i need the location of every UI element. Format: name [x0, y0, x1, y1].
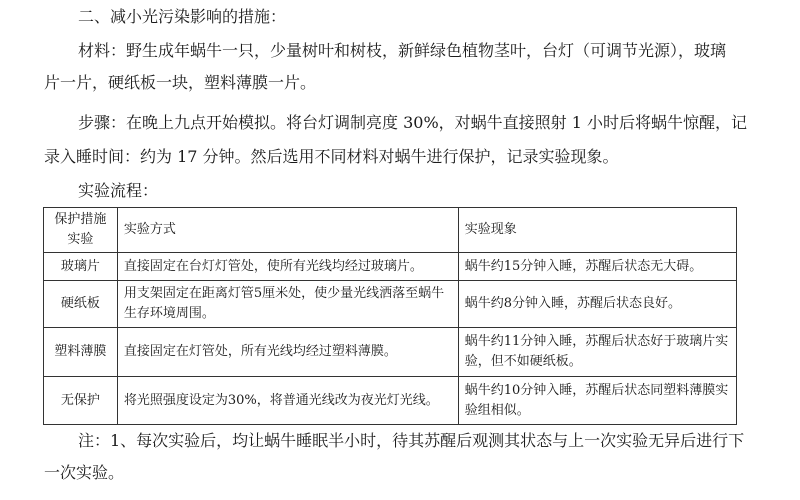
row-method: 将光照强度设定为30%，将普通光线改为夜光灯光线。 — [117, 377, 458, 425]
steps-line-1: 步骤：在晚上九点开始模拟。将台灯调制亮度 30%，对蜗牛直接照射 1 小时后将蜗牛惊醒，记 — [78, 113, 748, 132]
header-measure: 保护措施实验 — [44, 208, 118, 253]
row-method: 直接固定在台灯灯管处，使所有光线均经过玻璃片。 — [117, 253, 458, 281]
experiment-table — [43, 207, 737, 425]
materials-line-1: 材料：野生成年蜗牛一只，少量树叶和树枝，新鲜绿色植物茎叶，台灯（可调节光源），玻璃 — [78, 41, 727, 60]
table-row — [44, 377, 737, 425]
materials-line-2: 片一片，硬纸板一块，塑料薄膜一片。 — [44, 73, 317, 92]
row-result: 蜗牛约10分钟入睡，苏醒后状态同塑料薄膜实验组相似。 — [458, 377, 736, 425]
header-result: 实验现象 — [458, 208, 736, 253]
row-method: 直接固定在灯管处，所有光线均经过塑料薄膜。 — [117, 328, 458, 377]
row-measure: 塑料薄膜 — [44, 328, 118, 377]
row-measure: 玻璃片 — [44, 253, 118, 281]
row-result: 蜗牛约11分钟入睡，苏醒后状态好于玻璃片实验，但不如硬纸板。 — [458, 328, 736, 377]
row-measure: 硬纸板 — [44, 281, 118, 328]
steps-line-2: 录入睡时间：约为 17 分钟。然后选用不同材料对蜗牛进行保护，记录实验现象。 — [44, 147, 619, 166]
table-header-row — [44, 208, 737, 253]
table-row — [44, 281, 737, 328]
row-result: 蜗牛约15分钟入睡，苏醒后状态无大碍。 — [458, 253, 736, 281]
table-row — [44, 253, 737, 281]
table-row — [44, 328, 737, 377]
note-line-1: 注：1、每次实验后，均让蜗牛睡眠半小时，待其苏醒后观测其状态与上一次实验无异后进行下 — [78, 431, 745, 450]
header-method: 实验方式 — [117, 208, 458, 253]
row-result: 蜗牛约8分钟入睡，苏醒后状态良好。 — [458, 281, 736, 328]
note-line-2: 一次实验。 — [44, 463, 125, 482]
flow-title: 实验流程： — [78, 181, 159, 200]
section-heading: 二、减小光污染影响的措施： — [78, 7, 287, 26]
row-method: 用支架固定在距离灯管5厘米处，使少量光线洒落至蜗牛生存环境周围。 — [117, 281, 458, 328]
row-measure: 无保护 — [44, 377, 118, 425]
